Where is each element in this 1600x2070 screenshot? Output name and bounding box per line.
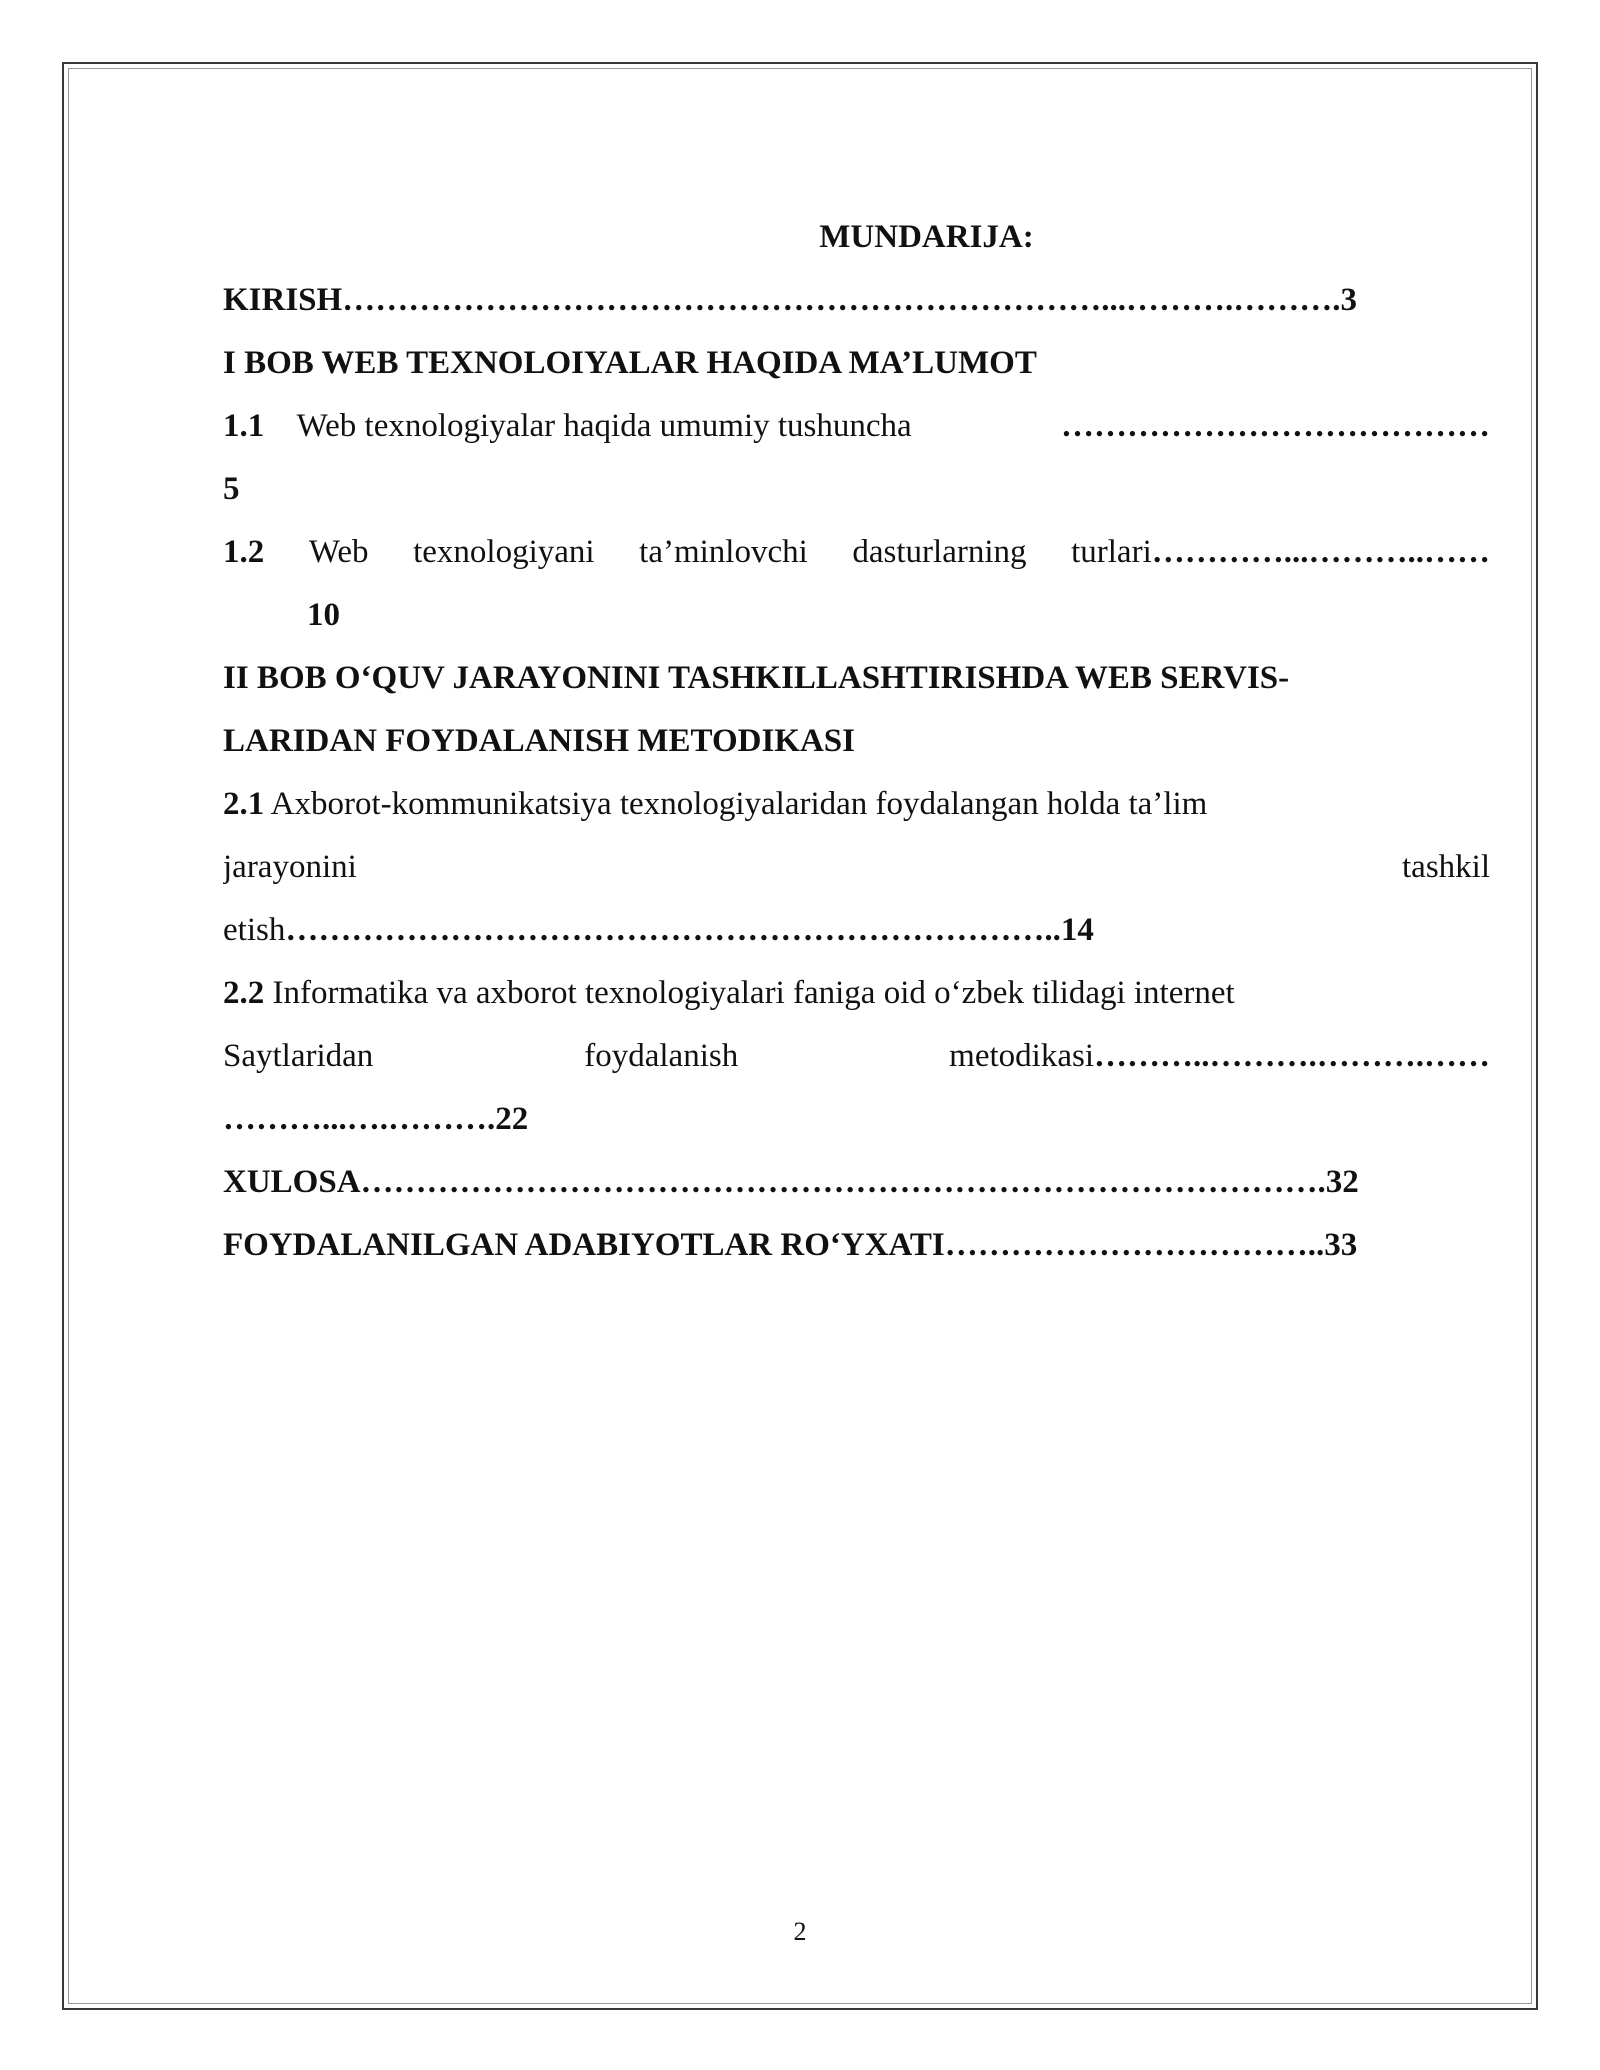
toc-entry-1-1 bbox=[223, 395, 1490, 458]
toc-entry-1-1-page: 5 bbox=[223, 471, 240, 507]
table-of-contents bbox=[223, 206, 1490, 1277]
toc-entry-1-2-leader: …………...………..…… bbox=[1151, 534, 1490, 570]
toc-entry-2-1-leader: ……………………………………………………………..14 bbox=[285, 912, 1094, 948]
toc-entry-2-1-word: jarayonini bbox=[223, 849, 357, 885]
toc-entry-2-1-continued bbox=[223, 836, 1490, 899]
toc-entry-1-2-word: ta’minlovchi bbox=[639, 534, 808, 570]
toc-entry-1-2-word: turlari bbox=[1071, 534, 1152, 570]
toc-entry-2-1-end bbox=[223, 899, 1490, 962]
toc-entry-2-2-text: Informatika va axborot texnologiyalari faniga oid o‘zbek tilidagi internet bbox=[264, 975, 1235, 1011]
toc-entry-2-1-number: 2.1 bbox=[223, 786, 265, 822]
toc-chapter-1: I BOB WEB TEXNOLOIYALAR HAQIDA MA’LUMOT bbox=[223, 345, 1037, 381]
toc-entry-2-1-text: Axborot-kommunikatsiya texnologiyalaridan foydalangan holda ta’lim bbox=[264, 786, 1208, 822]
toc-entry-1-2-word: Web bbox=[308, 534, 369, 570]
toc-entry-1-2-word: texnologiyani bbox=[413, 534, 595, 570]
toc-entry-1-2-page: 10 bbox=[307, 597, 340, 633]
toc-chapter-2-line-1: II BOB O‘QUV JARAYONINI TASHKILLASHTIRISHDA WEB SERVIS- bbox=[223, 660, 1290, 696]
toc-entry-1-1-number: 1.1 bbox=[223, 408, 265, 444]
toc-entry-2-2-word: Saytlaridan bbox=[223, 1038, 374, 1074]
toc-entry-2-1 bbox=[223, 773, 1490, 836]
toc-title: MUNDARIJA: bbox=[819, 219, 1034, 255]
toc-entry-1-2-number: 1.2 bbox=[223, 534, 265, 570]
toc-entry-2-1-word: tashkil bbox=[1402, 849, 1490, 885]
toc-entry-2-2-word: metodikasi bbox=[949, 1038, 1094, 1074]
toc-entry-2-1-word: etish bbox=[223, 912, 286, 948]
toc-entry-kirish: KIRISH……………………………………………………………...……….……….3 bbox=[223, 282, 1357, 318]
toc-chapter-2-line-2: LARIDAN FOYDALANISH METODIKASI bbox=[223, 723, 855, 759]
toc-entry-2-2-page: ………...….……….22 bbox=[223, 1101, 529, 1137]
toc-entry-1-1-text: Web texnologiyalar haqida umumiy tushuncha bbox=[296, 408, 912, 444]
toc-entry-2-2-continued bbox=[223, 1025, 1490, 1088]
toc-entry-2-2 bbox=[223, 962, 1490, 1025]
toc-entry-2-2-number: 2.2 bbox=[223, 975, 265, 1011]
toc-entry-1-2 bbox=[223, 521, 1490, 584]
toc-entry-adabiyotlar: FOYDALANILGAN ADABIYOTLAR RO‘YXATI……………………………..33 bbox=[223, 1227, 1358, 1263]
page-number: 2 bbox=[793, 1917, 807, 1946]
toc-entry-2-2-leader: ………..……….……….…… bbox=[1093, 1038, 1490, 1074]
toc-entry-xulosa: XULOSA…………………………………………………………………………….32 bbox=[223, 1164, 1359, 1200]
toc-entry-1-1-leader: ………………………………… bbox=[1061, 408, 1490, 444]
toc-entry-2-2-word: foydalanish bbox=[584, 1038, 739, 1074]
toc-entry-1-2-word: dasturlarning bbox=[852, 534, 1027, 570]
